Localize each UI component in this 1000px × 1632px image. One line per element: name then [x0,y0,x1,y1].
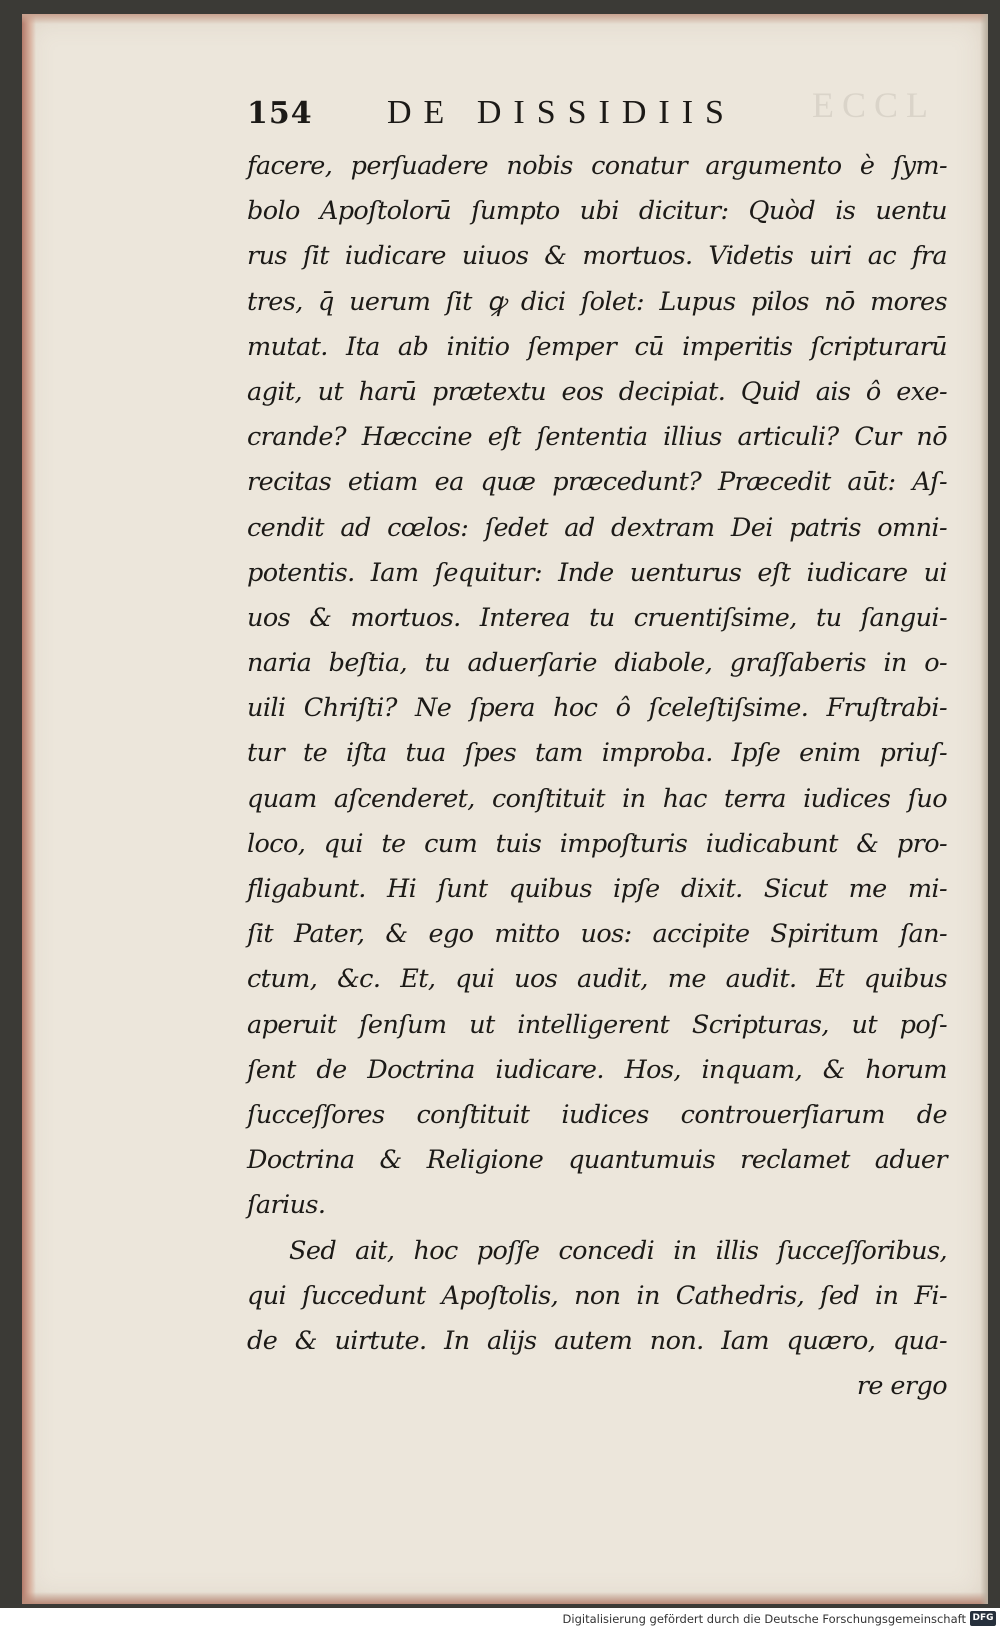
text-line: loco, qui te cum tuis impoſturis iudicabunt & pro- [247,828,947,859]
catchword: re ergo [856,1371,947,1402]
footer-bar [0,1608,1000,1632]
book-page [22,14,988,1604]
text-line: cendit ad cœlos: ſedet ad dextram Dei patris omni- [247,512,947,543]
text-line: de & uirtute. In alijs autem non. Iam quæro, qua- [247,1325,947,1356]
text-line: uos & mortuos. Interea tu cruentiſsime, tu ſangui- [247,602,947,633]
text-line: facere, perſuadere nobis conatur argumento è ſym- [247,151,947,181]
text-line: potentis. Iam ſequitur: Inde uenturus eſt iudicare ui [247,557,947,588]
text-line: agit, ut harū prætextu eos decipiat. Quid ais ô exe- [247,376,947,407]
page-edge-bottom [22,1592,988,1604]
text-line: Doctrina & Religione quantumuis reclamet aduer [247,1145,947,1176]
page-edge-top [22,14,988,24]
page-edge-right [980,14,988,1604]
running-head: DE DISSIDIIS [387,94,736,131]
page-edge-left [22,14,36,1604]
text-line: ſucceſſores conſtituit iudices controuerſiarum de [247,1099,947,1130]
text-line: ctum, &c. Et, qui uos audit, me audit. Et quibus [247,964,947,995]
text-line: uili Chriſti? Ne ſpera hoc ô ſceleſtiſsime. Fruſtrabi- [247,693,947,724]
dfg-logo: DFG [970,1611,996,1626]
text-line: ſarius. [247,1190,326,1221]
text-line: recitas etiam ea quæ præcedunt? Præcedit aūt: Aſ- [247,467,947,498]
text-line: quam aſcenderet, conſtituit in hac terra iudices ſuo [247,783,947,814]
text-block [247,94,947,1409]
text-line: qui ſuccedunt Apoſtolis, non in Cathedris, ſed in Fi- [247,1280,947,1311]
text-line: mutat. Ita ab initio ſemper cū imperitis ſcripturarū [247,331,947,362]
text-line: crande? Hæccine eſt ſententia illius articuli? Cur nō [247,422,947,453]
text-line: ſit Pater, & ego mitto uos: accipite Spiritum ſan- [247,919,947,950]
text-line: aperuit ſenſum ut intelligerent Scripturas, ut poſ- [247,1009,947,1040]
page-number: 154 [247,96,313,131]
text-line: tur te iſta tua ſpes tam improba. Ipſe enim priuſ- [247,738,947,769]
text-line: tres, q̄ uerum ſit ꝙ dici ſolet: Lupus pilos nō mores [247,286,947,317]
text-line: naria beſtia, tu aduerſarie diabole, graſſaberis in o- [247,648,947,679]
text-line: ſent de Doctrina iudicare. Hos, inquam, & horum [247,1054,947,1085]
text-line: bolo Apoſtolorū ſumpto ubi dicitur: Quòd is uentu [247,196,947,227]
text-line: rus ſit iudicare uiuos & mortuos. Videtis uiri ac fra [247,241,947,272]
show-through-text: ECCL [812,85,937,125]
body-text [247,144,947,1364]
text-line: fligabunt. Hi ſunt quibus ipſe dixit. Sicut me mi- [247,874,947,904]
funding-credit: Digitalisierung gefördert durch die Deutsche Forschungsgemeinschaft [562,1612,966,1626]
text-line: Sed ait, hoc poſſe concedi in illis ſucceſſoribus, [289,1235,947,1266]
page-header [247,94,947,144]
